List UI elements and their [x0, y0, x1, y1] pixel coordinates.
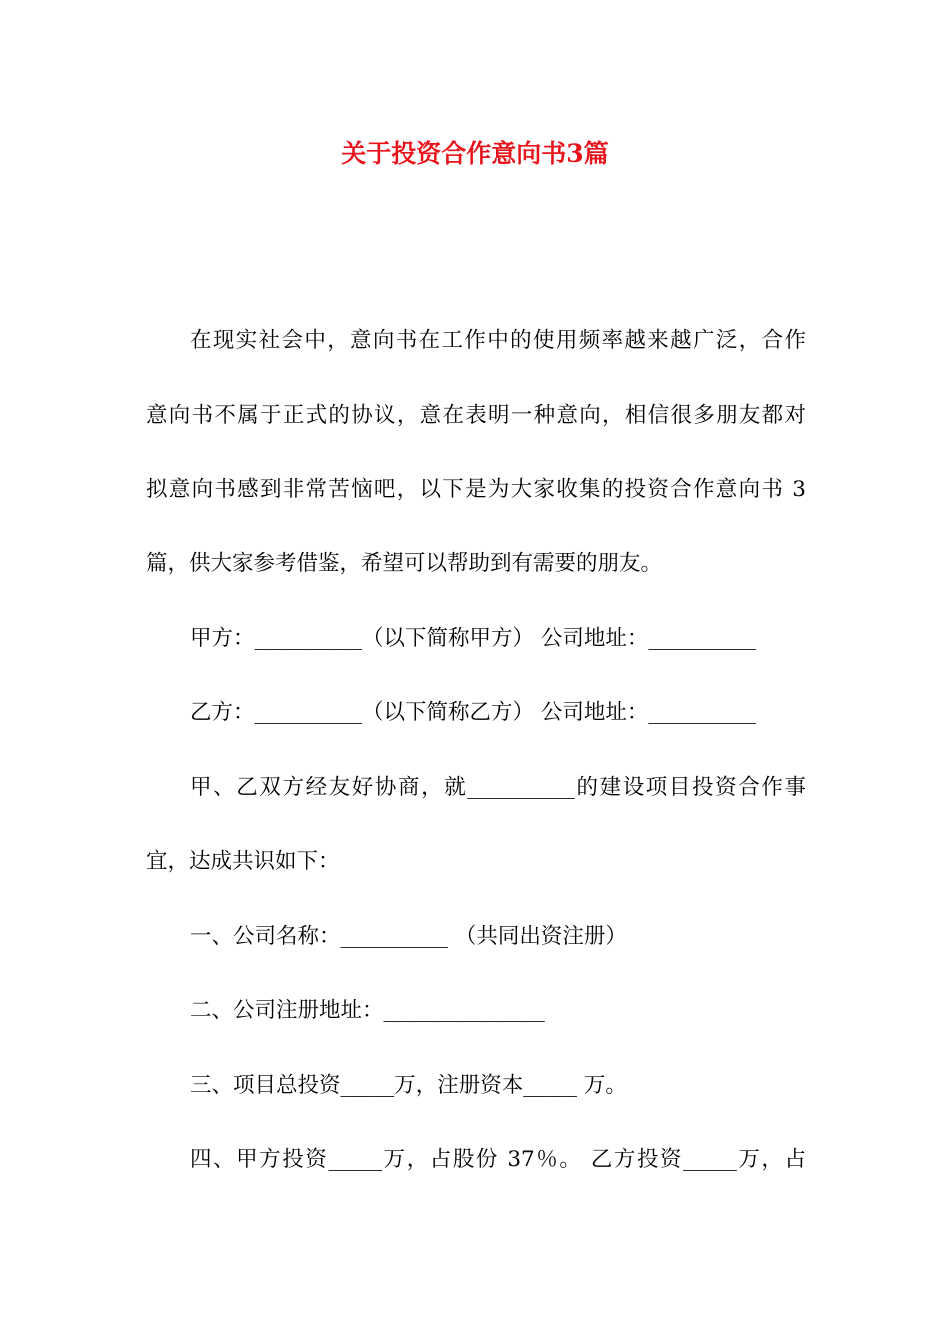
clause-line: 三、项目总投资_____万，注册资本_____ 万。 [190, 1073, 627, 1098]
paragraph-line: 篇，供大家参考借鉴，希望可以帮助到有需要的朋友。 [146, 551, 663, 576]
clause-line: 二、公司注册地址：_______________ [190, 998, 545, 1023]
paragraph-line: 在现实社会中，意向书在工作中的使用频率越来越广泛，合作 [190, 328, 806, 353]
party-a-line: 甲方：__________（以下简称甲方） 公司地址：__________ [190, 626, 756, 651]
paragraph-line: 意向书不属于正式的协议，意在表明一种意向，相信很多朋友都对 [146, 403, 806, 428]
paragraph-line: 甲、乙双方经友好协商，就__________的建设项目投资合作事 [190, 775, 806, 800]
clause-line: 四、甲方投资_____万，占股份 37％。 乙方投资_____万，占 [190, 1147, 806, 1172]
party-b-line: 乙方：__________（以下简称乙方） 公司地址：__________ [190, 700, 756, 725]
paragraph-line: 宜，达成共识如下： [146, 849, 340, 874]
paragraph-line: 拟意向书感到非常苦恼吧，以下是为大家收集的投资合作意向书 3 [146, 477, 806, 502]
clause-line: 一、公司名称：__________ （共同出资注册） [190, 924, 627, 949]
document-title: 关于投资合作意向书3篇 [341, 139, 609, 168]
